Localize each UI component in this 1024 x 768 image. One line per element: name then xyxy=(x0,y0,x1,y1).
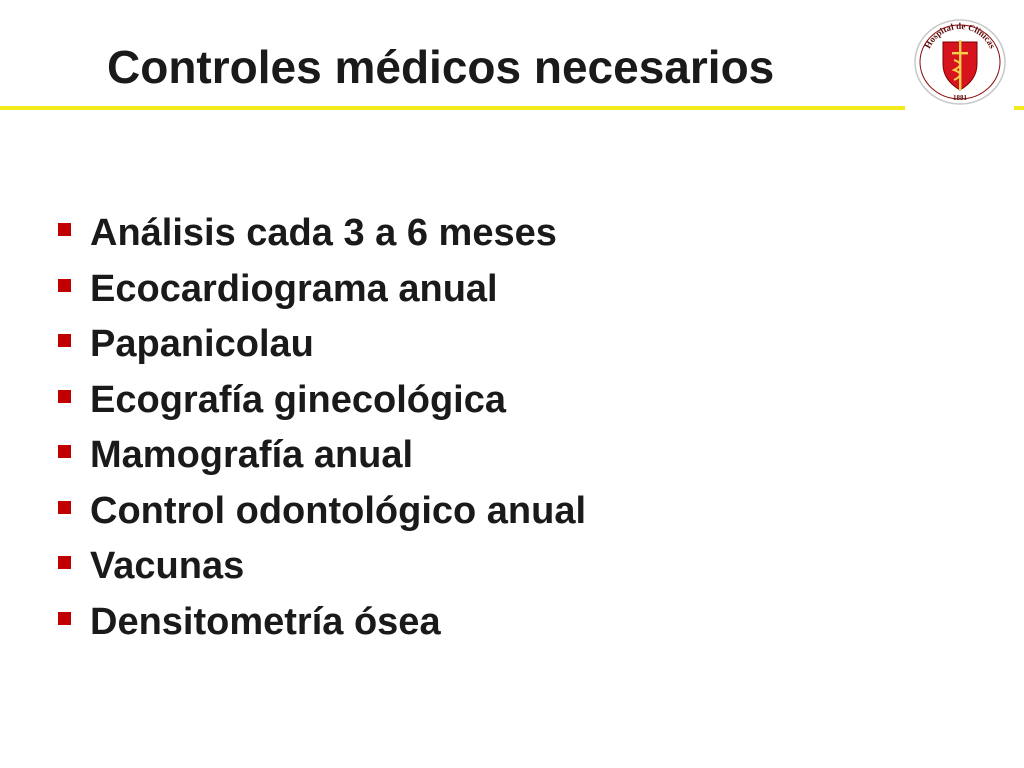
list-item xyxy=(58,317,586,373)
list-item-label: Ecocardiograma anual xyxy=(90,267,498,310)
list-item-label: Análisis cada 3 a 6 meses xyxy=(90,212,557,255)
square-bullet-icon xyxy=(58,334,71,347)
list-item xyxy=(58,428,586,484)
square-bullet-icon xyxy=(58,390,71,403)
list-item xyxy=(58,484,586,540)
list-item-label: Densitometría ósea xyxy=(90,600,441,643)
list-item xyxy=(58,373,586,429)
square-bullet-icon xyxy=(58,612,71,625)
list-item xyxy=(58,262,586,318)
title-underline-tail xyxy=(1014,106,1024,110)
square-bullet-icon xyxy=(58,445,71,458)
list-item xyxy=(58,206,586,262)
title-underline xyxy=(0,106,905,110)
logo-text: Hospital de Clínicas xyxy=(922,20,998,51)
bullet-list xyxy=(58,206,586,650)
list-item-label: Papanicolau xyxy=(90,323,314,366)
hospital-seal-icon xyxy=(913,18,1007,106)
square-bullet-icon xyxy=(58,279,71,292)
list-item xyxy=(58,595,586,651)
list-item xyxy=(58,539,586,595)
square-bullet-icon xyxy=(58,556,71,569)
list-item-label: Mamografía anual xyxy=(90,434,414,477)
list-item-label: Control odontológico anual xyxy=(90,489,587,532)
square-bullet-icon xyxy=(58,501,71,514)
square-bullet-icon xyxy=(58,223,71,236)
list-item-label: Vacunas xyxy=(90,545,245,588)
logo-year: 1881 xyxy=(953,94,967,102)
slide-title: Controles médicos necesarios xyxy=(107,41,775,93)
list-item-label: Ecografía ginecológica xyxy=(90,378,506,421)
